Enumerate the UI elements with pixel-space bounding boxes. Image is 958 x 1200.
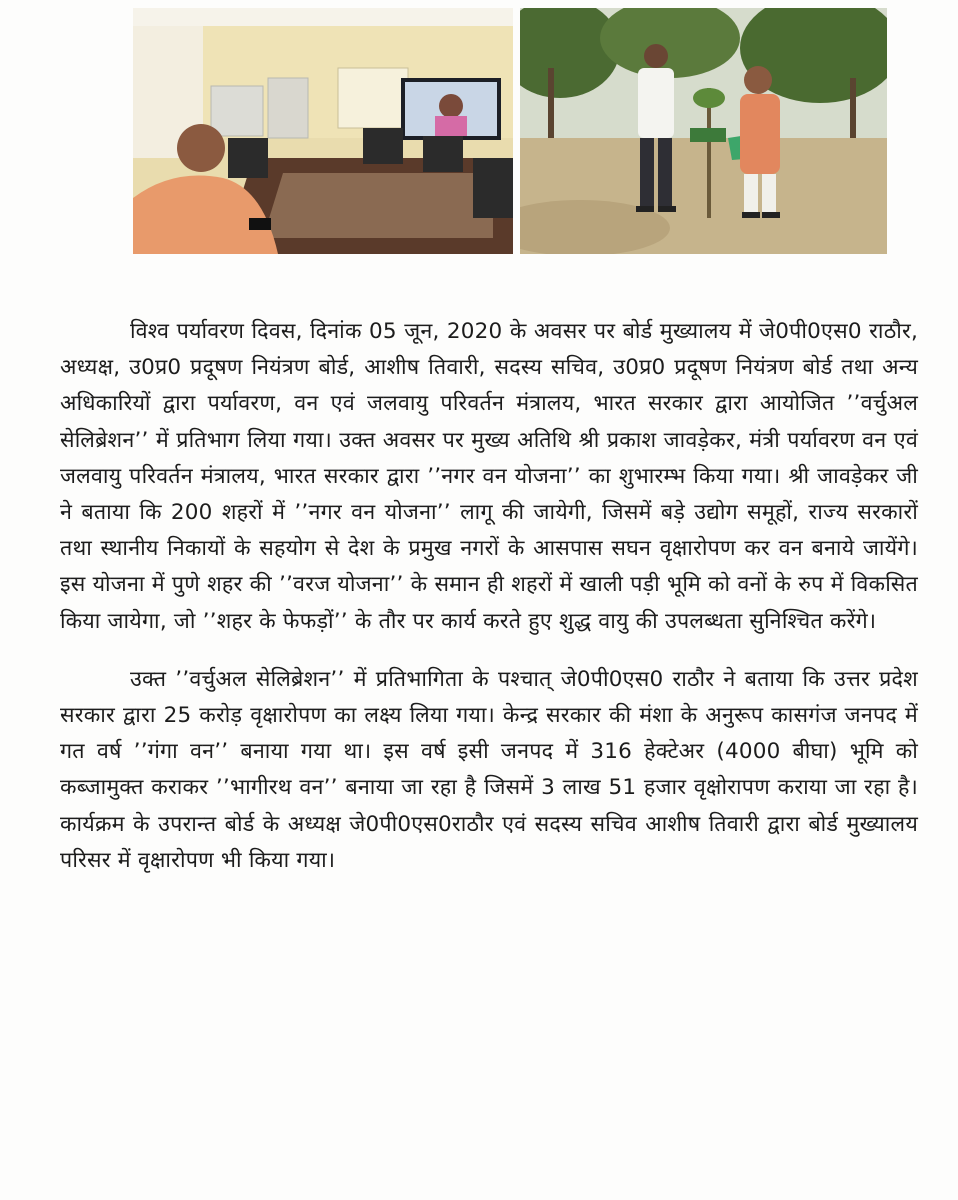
tree-planting-photo <box>520 8 887 254</box>
document-body <box>60 314 918 879</box>
paragraph: उक्त ’’वर्चुअल सेलिब्रेशन’’ में प्रतिभागिता के पश्चात् जे0पी0एस0 राठौर ने बताया कि उत्तर प्रदेश सरकार द्वारा 25 करोड़ वृक्षारोपण का लक्ष्य लिया गया। केन्द्र सरकार की मंशा के अनुरूप कासगंज जनपद में गत वर्ष ’’गंगा वन’’ बनाया गया था। इस वर्ष इसी जनपद में 316 हेक्टेअर (4000 बीघा) भूमि को कब्जामुक्त कराकर ’’भागीरथ वन’’ बनाया जा रहा है जिसमें 3 लाख 51 हजार वृक्षोरापण कराया जा रहा है। कार्यक्रम के उपरान्त बोर्ड के अध्यक्ष जे0पी0एस0राठौर एवं सदस्य सचिव आशीष तिवारी द्वारा बोर्ड मुख्यालय परिसर में वृक्षारोपण भी किया गया। <box>60 666 918 873</box>
paragraph: विश्व पर्यावरण दिवस, दिनांक 05 जून, 2020 के अवसर पर बोर्ड मुख्यालय में जे0पी0एस0 राठौर, अध्यक्ष, उ0प्र0 प्रदूषण नियंत्रण बोर्ड, आशीष तिवारी, सदस्य सचिव, उ0प्र0 प्रदूषण नियंत्रण बोर्ड तथा अन्य अधिकारियों द्वारा पर्यावरण, वन एवं जलवायु परिवर्तन मंत्रालय, भारत सरकार द्वारा आयोजित ’’वर्चुअल सेलिब्रेशन’’ में प्रतिभाग लिया गया। उक्त अवसर पर मुख्य अतिथि श्री प्रकाश जावड़ेकर, मंत्री पर्यावरण वन एवं जलवायु परिवर्तन मंत्रालय, भारत सरकार द्वारा ’’नगर वन योजना’’ का शुभारम्भ किया गया। श्री जावड़ेकर जी ने बताया कि 200 शहरों में ’’नगर वन योजना’’ लागू की जायेगी, जिसमें बड़े उद्योग समूहों, राज्य सरकारों तथा स्थानीय निकायों के सहयोग से देश के प्रमुख नगरों के आसपास सघन वृक्षारोपण कर वन बनाये जायेंगे। इस योजना में पुणे शहर की ’’वरज योजना’’ के समान ही शहरों में खाली पड़ी भूमि को वनों के रुप में विकसित किया जायेगा, जो ’’शहर के फेफड़ों’’ के तौर पर कार्य करते हुए शुद्ध वायु की उपलब्धता सुनिश्चित करेंगे। <box>60 319 918 634</box>
meeting-room-photo <box>133 8 513 254</box>
